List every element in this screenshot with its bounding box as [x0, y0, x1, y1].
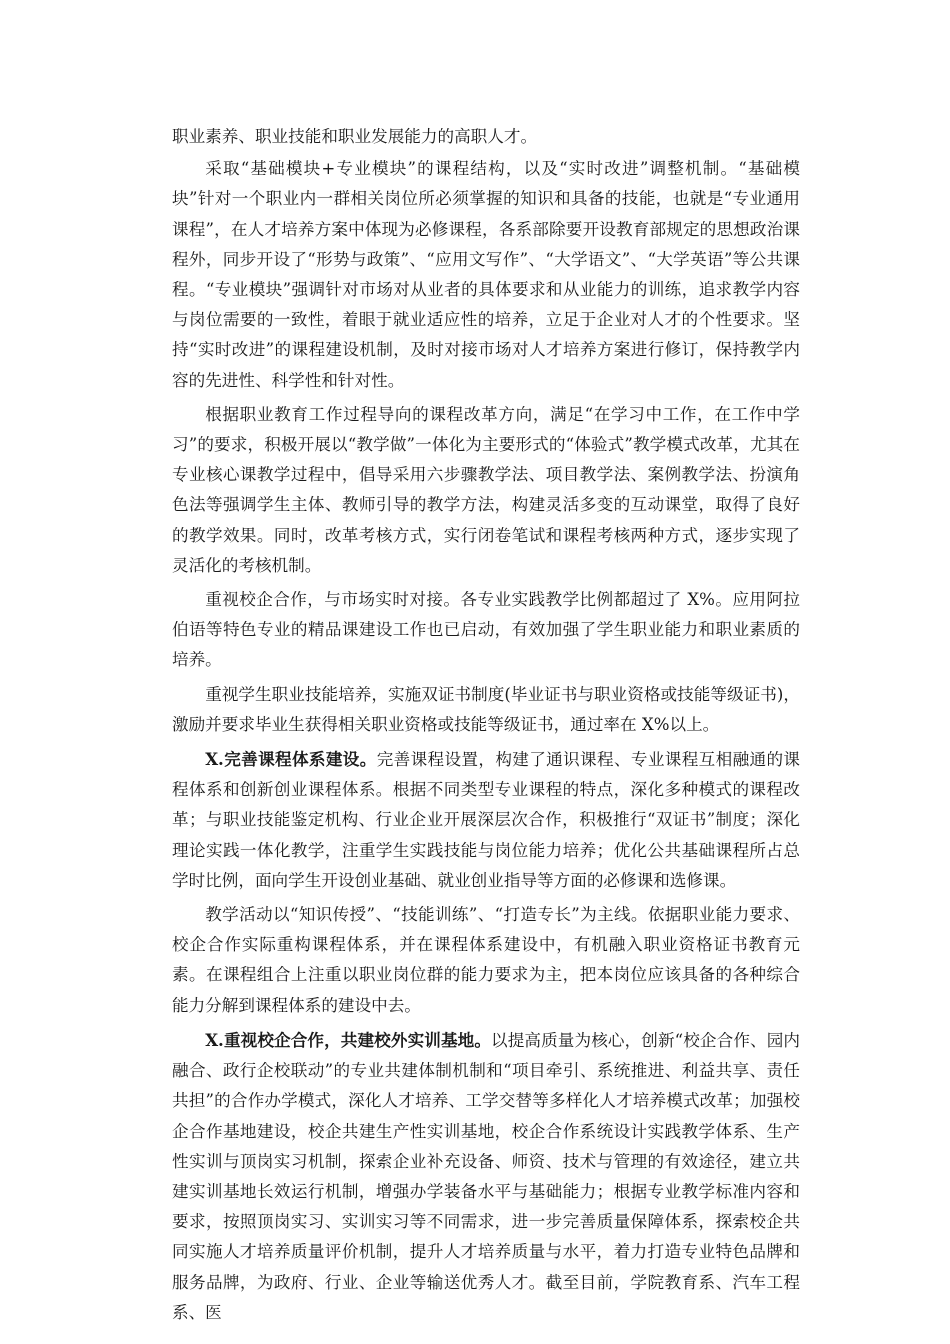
paragraph-dual-certificate: 重视学生职业技能培养，实施双证书制度(毕业证书与职业资格或技能等级证书)，激励并要求毕业生获得相关职业资格或技能等级证书，通过率在 X%以上。	[172, 684, 800, 734]
document-body	[172, 122, 800, 1332]
paragraph-continuation: 职业素养、职业技能和职业发展能力的高职人才。	[172, 127, 538, 146]
paragraph-curriculum-text: 完善课程设置，构建了通识课程、专业课程互相融通的课程体系和创新创业课程体系。根据不同类型专业课程的特点，深化多种模式的课程改革；与职业技能鉴定机构、行业企业开展深层次合作，积极推行“双证书”制度；深化理论实践一体化教学，注重学生实践技能与岗位能力培养；优化公共基础课程所占总学时比例，面向学生开设创业基础、就业创业指导等方面的必修课和选修课。	[172, 750, 800, 890]
paragraph-training-base	[172, 1025, 800, 1328]
paragraph-teaching-reform: 根据职业教育工作过程导向的课程改革方向，满足“在学习中工作，在工作中学习”的要求，积极开展以“教学做”一体化为主要形式的“体验式”教学模式改革，尤其在专业核心课教学过程中，倡导采用六步骤教学法、项目教学法、案例教学法、扮演角色法等强调学生主体、教师引导的教学方法，构建灵活多变的互动课堂，取得了良好的教学效果。同时，改革考核方式，实行闭卷笔试和课程考核两种方式，逐步实现了灵活化的考核机制。	[172, 404, 800, 575]
paragraph-teaching-activities: 教学活动以“知识传授”、“技能训练”、“打造专长”为主线。依据职业能力要求、校企合作实际重构课程体系，并在课程体系建设中，有机融入职业资格证书教育元素。在课程组合上注重以职业岗位群的能力要求为主，把本岗位应该具备的各种综合能力分解到课程体系的建设中去。	[172, 905, 800, 1015]
paragraph-training-base-text: 以提高质量为核心，创新“校企合作、园内融合、政行企校联动”的专业共建体制机制和“项目牵引、系统推进、利益共享、责任共担”的合作办学模式，深化人才培养、工学交替等多样化人才培养模式改革；加强校企合作基地建设，校企共建生产性实训基地，校企合作系统设计实践教学体系、生产性实训与顶岗实习机制，探索企业补充设备、师资、技术与管理的有效途径，建立共建实训基地长效运行机制，增强办学装备水平与基础能力；根据专业教学标准内容和要求，按照顶岗实习、实训实习等不同需求，进一步完善质量保障体系，探索校企共同实施人才培养质量评价机制，提升人才培养质量与水平，着力打造专业特色品牌和服务品牌，为政府、行业、企业等输送优秀人才。截至目前，学院教育系、汽车工程系、医	[172, 1030, 800, 1322]
paragraph-curriculum-system	[172, 744, 800, 896]
section-heading-training-base: X.重视校企合作，共建校外实训基地。	[205, 1029, 492, 1050]
paragraph-course-structure: 采取“基础模块+专业模块”的课程结构，以及“实时改进”调整机制。“基础模块”针对一个职业内一群相关岗位所必须掌握的知识和具备的技能，也就是“专业通用课程”，在人才培养方案中体现为必修课程，各系部除要开设教育部规定的思想政治课程外，同步开设了“形势与政策”、“应用文写作”、“大学语文”、“大学英语”等公共课程。“专业模块”强调针对市场对从业者的具体要求和从业能力的训练，追求教学内容与岗位需要的一致性，着眼于就业适应性的培养，立足于企业对人才的个性要求。坚持“实时改进”的课程建设机制，及时对接市场对人才培养方案进行修订，保持教学内容的先进性、科学性和针对性。	[172, 159, 800, 390]
section-heading-curriculum: X.完善课程体系建设。	[205, 749, 377, 770]
paragraph-school-enterprise: 重视校企合作，与市场实时对接。各专业实践教学比例都超过了 X%。应用阿拉伯语等特色专业的精品课建设工作也已启动，有效加强了学生职业能力和职业素质的培养。	[172, 590, 800, 670]
